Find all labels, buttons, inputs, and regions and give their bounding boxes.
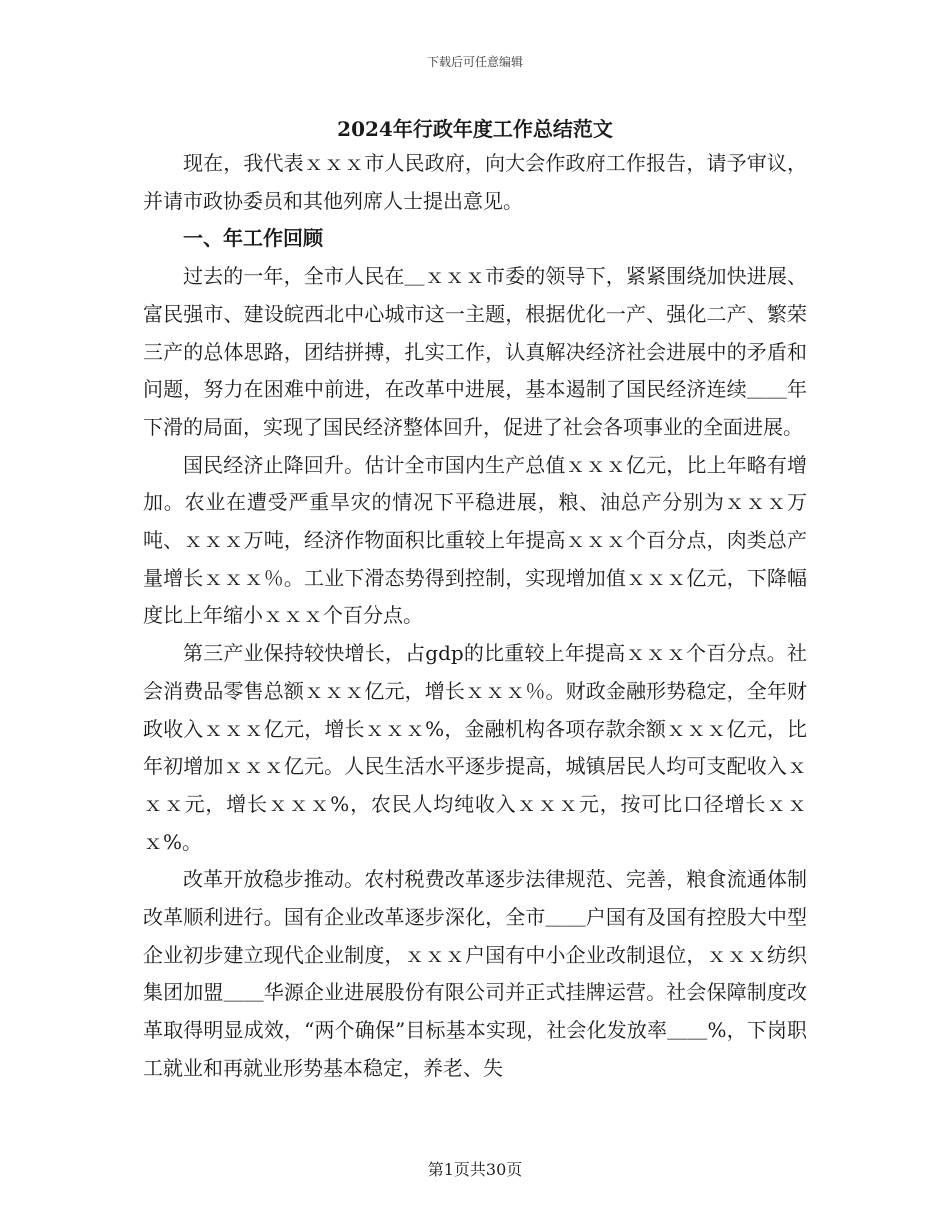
- page-number: 第1页共30页: [427, 1160, 523, 1179]
- paragraph-tertiary: 第三产业保持较快增长，占gdp的比重较上年提高ｘｘｘ个百分点。社会消费品零售总额ｘｘｘ亿元，增长ｘｘｘ％。财政金融形势稳定，全年财政收入ｘｘｘ亿元，增长ｘｘｘ%，金融机构各项存款余额ｘｘｘ亿元，比年初增加ｘｘｘ亿元。人民生活水平逐步提高，城镇居民人均可支配收入ｘｘｘ元，增长ｘｘｘ%，农民人均纯收入ｘｘｘ元，按可比口径增长ｘｘｘ%。: [143, 641, 807, 854]
- page-header-note: 下载后可任意编辑: [426, 55, 523, 69]
- document-body: [143, 113, 807, 1088]
- paragraph-review: 过去的一年，全市人民在＿ｘｘｘ市委的领导下，紧紧围绕加快进展、富民强市、建设皖西北中心城市这一主题，根据优化一产、强化二产、繁荣三产的总体思路，团结拼搏，扎实工作，认真解决经济社会进展中的矛盾和问题，努力在困难中前进，在改革中进展，基本遏制了国民经济连续＿＿年下滑的局面，实现了国民经济整体回升，促进了社会各项事业的全面进展。: [143, 264, 807, 439]
- paragraph-reform: 改革开放稳步推动。农村税费改革逐步法律规范、完善，粮食流通体制改革顺利进行。国有企业改革逐步深化，全市＿＿户国有及国有控股大中型企业初步建立现代企业制度，ｘｘｘ户国有中小企业改制退位，ｘｘｘ纺织集团加盟＿＿华源企业进展股份有限公司并正式挂牌运营。社会保障制度改革取得明显成效，“两个确保”目标基本实现，社会化发放率＿＿%，下岗职工就业和再就业形势基本稳定，养老、失: [143, 867, 807, 1080]
- document-title: 2024年行政年度工作总结范文: [337, 117, 613, 141]
- section-heading: 一、年工作回顾: [183, 226, 323, 251]
- paragraph-intro: 现在，我代表ｘｘｘ市人民政府，向大会作政府工作报告，请予审议，并请市政协委员和其他列席人士提出意见。: [143, 151, 807, 213]
- paragraph-economy: 国民经济止降回升。估计全市国内生产总值ｘｘｘ亿元，比上年略有增加。农业在遭受严重旱灾的情况下平稳进展，粮、油总产分别为ｘｘｘ万吨、ｘｘｘ万吨，经济作物面积比重较上年提高ｘｘｘ个百分点，肉类总产量增长ｘｘｘ％。工业下滑态势得到控制，实现增加值ｘｘｘ亿元，下降幅度比上年缩小ｘｘｘ个百分点。: [143, 452, 807, 628]
